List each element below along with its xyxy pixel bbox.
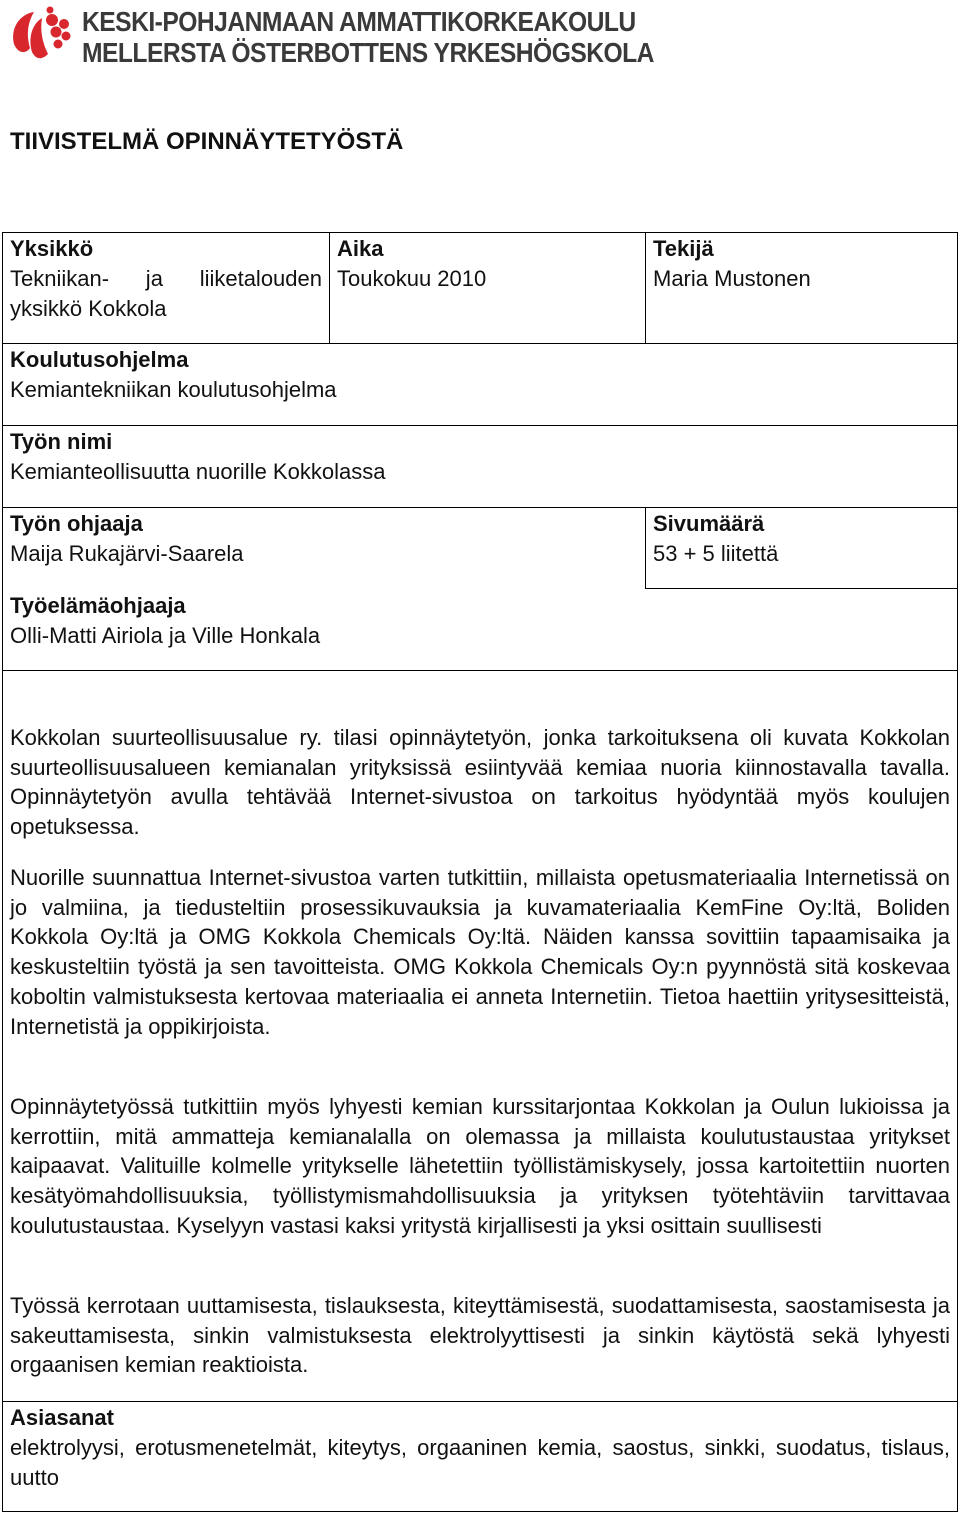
field-tyon-ohjaaja xyxy=(10,509,630,569)
divider-h5 xyxy=(2,670,958,671)
value-koulutusohjelma: Kemiantekniikan koulutusohjelma xyxy=(10,377,337,402)
field-yksikko xyxy=(10,234,322,324)
field-sivumaara xyxy=(653,509,953,569)
abstract-paragraph-2: Nuorille suunnattua Internet-sivustoa varten tutkittiin, millaista opetusmateriaalia Internetissä on jo valmiina, ja tiedusteltiin prosessikuvauksia ja kuvamateriaalia KemFine Oy:ltä, Boliden Kokkola Oy:ltä ja OMG Kokkola Chemicals Oy:ltä. Näiden kanssa sovittiin tapaamisaika ja keskusteltiin työstä ja sen tavoitteista. OMG Kokkola Chemicals Oy:n pyynnöstä sitä koskevaa koboltin valmistuksesta kertovaa materiaalia ei anneta Internetiin. Tietoa haettiin yritysesitteistä, Internetistä ja oppikirjoista. xyxy=(10,865,950,1039)
divider-v3 xyxy=(645,507,646,589)
label-tekija: Tekijä xyxy=(653,236,714,261)
abstract-paragraph-4: Työssä kerrotaan uuttamisesta, tislauksesta, kiteyttämisestä, suodattamisesta, saostamisesta ja sakeuttamisesta, sinkin valmistuksesta elektrolyyttisesti ja sinkin käytöstä sekä lyhyesti orgaanisen kemian reaktioista. xyxy=(10,1293,950,1378)
field-tyoelamaohjaaja xyxy=(10,591,630,651)
value-sivumaara: 53 + 5 liitettä xyxy=(653,541,779,566)
label-tyon-nimi: Työn nimi xyxy=(10,429,113,454)
value-tekija: Maria Mustonen xyxy=(653,266,811,291)
label-asiasanat: Asiasanat xyxy=(10,1405,114,1430)
divider-h2 xyxy=(2,425,958,426)
divider-h4 xyxy=(645,588,958,589)
document-title: TIIVISTELMÄ OPINNÄYTETYÖSTÄ xyxy=(10,128,404,155)
field-asiasanat xyxy=(10,1403,950,1493)
field-aika xyxy=(337,234,637,294)
label-tyoelamaohjaaja: Työelämäohjaaja xyxy=(10,593,186,618)
divider-h3 xyxy=(2,507,958,508)
label-aika: Aika xyxy=(337,236,384,261)
value-tyoelamaohjaaja: Olli-Matti Airiola ja Ville Honkala xyxy=(10,623,321,648)
label-koulutusohjelma: Koulutusohjelma xyxy=(10,347,189,372)
field-koulutusohjelma xyxy=(10,345,910,405)
value-tyon-ohjaaja: Maija Rukajärvi-Saarela xyxy=(10,541,244,566)
field-tyon-nimi xyxy=(10,427,910,487)
value-yksikko: Tekniikan- ja liiketalouden yksikkö Kokkola xyxy=(10,266,322,321)
school-logo xyxy=(4,0,654,80)
label-sivumaara: Sivumäärä xyxy=(653,511,765,536)
label-tyon-ohjaaja: Työn ohjaaja xyxy=(10,511,143,536)
logo-line-2: MELLERSTA ÖSTERBOTTENS YRKESHÖGSKOLA xyxy=(82,37,654,68)
divider-h1 xyxy=(2,343,958,344)
logo-line-1: KESKI-POHJANMAAN AMMATTIKORKEAKOULU xyxy=(82,6,636,37)
field-tekija xyxy=(653,234,953,294)
abstract-paragraph-1: Kokkolan suurteollisuusalue ry. tilasi opinnäytetyön, jonka tarkoituksena oli kuvata Kokkolan suurteollisuusalueen kemianalan yrityksissä esiintyvää kemiaa nuoria kiinnostavalla tavalla. Opinnäytetyön avulla tehtävää Internet-sivustoa on tarkoitus hyödyntää myös koulujen opetuksessa. xyxy=(10,725,950,840)
value-asiasanat: elektrolyysi, erotusmenetelmät, kiteytys, orgaaninen kemia, saostus, sinkki, suodatus, tislaus, uutto xyxy=(10,1435,950,1490)
logo-grapes-icon xyxy=(8,4,74,70)
value-tyon-nimi: Kemianteollisuutta nuorille Kokkolassa xyxy=(10,459,386,484)
divider-v1 xyxy=(329,232,330,344)
abstract-paragraph-3: Opinnäytetyössä tutkittiin myös lyhyesti kemian kurssitarjontaa Kokkolan ja Oulun lukioissa ja kerrottiin, mitä ammatteja kemianalalla on olemassa ja millaista koulutustaustaa yritykset kaipaavat. Valituille kolmelle yritykselle lähetettiin työllistämiskysely, jossa kartoitettiin nuorten kesätyömahdollisuuksia, työllistymismahdollisuuksia ja yrityksen työtehtäviin tarvittavaa koulutustaustaa. Kyselyyn vastasi kaksi yritystä kirjallisesti ja yksi osittain suullisesti xyxy=(10,1094,950,1238)
divider-v2 xyxy=(645,232,646,344)
value-aika: Toukokuu 2010 xyxy=(337,266,487,291)
label-yksikko: Yksikkö xyxy=(10,236,94,261)
divider-h6 xyxy=(2,1401,958,1402)
